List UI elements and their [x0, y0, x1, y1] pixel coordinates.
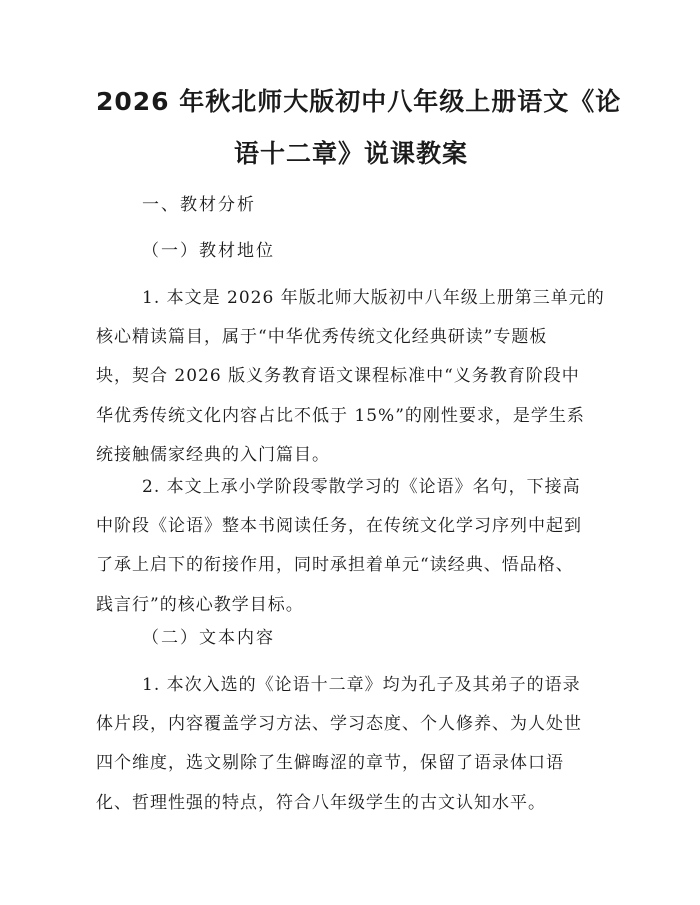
paragraph-line: 华优秀传统文化内容占比不低于 15%”的刚性要求，是学生系 — [96, 405, 585, 426]
section-heading-textbook-analysis: 一、教材分析 — [142, 195, 256, 215]
paragraph-line: 核心精读篇目，属于“中华优秀传统文化经典研读”专题板 — [96, 327, 548, 348]
paragraph-line: 统接触儒家经典的入门篇目。 — [96, 444, 330, 465]
title-line: 语十二章》说课教案 — [233, 139, 468, 168]
subsection-heading-textbook-status: （一）教材地位 — [142, 241, 275, 261]
title-line: 2026 年秋北师大版初中八年级上册语文《论 — [96, 87, 622, 116]
paragraph-line: 块，契合 2026 版义务教育语文课程标准中“义务教育阶段中 — [96, 366, 580, 387]
paragraph-line: 践言行”的核心教学目标。 — [96, 594, 304, 615]
paragraph-line: 2. 本文上承小学阶段零散学习的《论语》名句，下接高 — [142, 477, 581, 497]
paragraph-textbook-status-2 — [96, 468, 600, 625]
paragraph-line: 1. 本次入选的《论语十二章》均为孔子及其弟子的语录 — [142, 675, 581, 695]
paragraph-text-content-1 — [96, 666, 600, 823]
paragraph-line: 体片段，内容覆盖学习方法、学习态度、个人修养、为人处世 — [96, 714, 582, 735]
subsection-heading-text-content: （二）文本内容 — [142, 628, 275, 648]
paragraph-line: 四个维度，选文剔除了生僻晦涩的章节，保留了语录体口语 — [96, 753, 564, 774]
paragraph-line: 了承上启下的衔接作用，同时承担着单元“读经典、悟品格、 — [96, 555, 574, 576]
document-title — [96, 76, 622, 180]
paragraph-textbook-status-1 — [96, 279, 605, 475]
paragraph-line: 1. 本文是 2026 年版北师大版初中八年级上册第三单元的 — [142, 288, 605, 308]
paragraph-line: 中阶段《论语》整本书阅读任务，在传统文化学习序列中起到 — [96, 516, 582, 537]
paragraph-line: 化、哲理性强的特点，符合八年级学生的古文认知水平。 — [96, 792, 546, 813]
